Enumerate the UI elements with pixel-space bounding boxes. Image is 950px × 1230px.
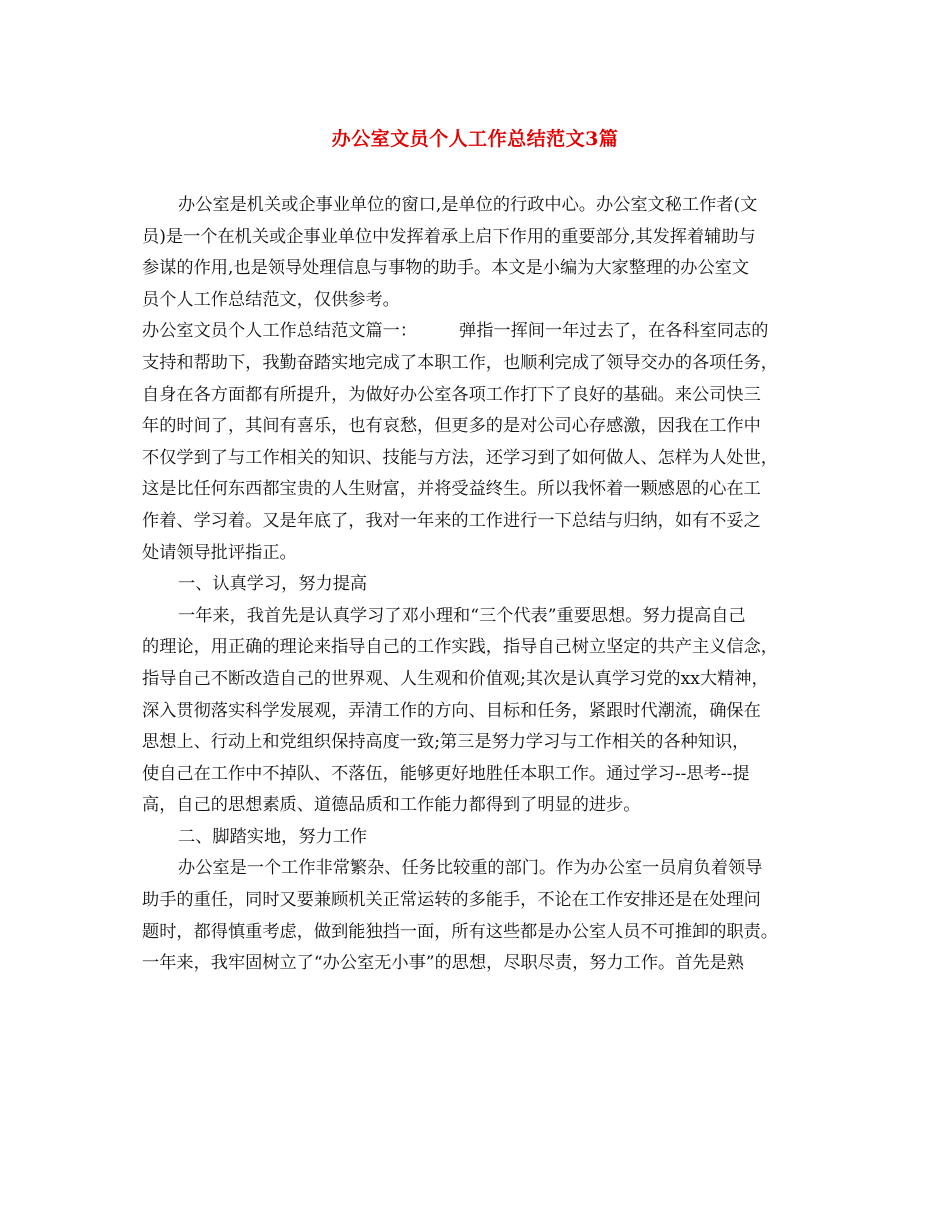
body-line: 高，自己的思想素质、道德品质和工作能力都得到了明显的进步。: [142, 795, 641, 816]
body-line: 助手的重任，同时又要兼顾机关正常运转的多能手，不论在工作安排还是在处理问: [142, 890, 761, 911]
body-line: 深入贯彻落实科学发展观，弄清工作的方向、目标和任务，紧跟时代潮流，确保在: [142, 700, 761, 721]
body-line: 指导自己不断改造自己的世界观、人生观和价值观;其次是认真学习党的xx大精神，: [142, 668, 769, 689]
body-line: 自身在各方面都有所提升，为做好办公室各项工作打下了良好的基础。来公司快三: [142, 384, 761, 405]
body-line: 不仅学到了与工作相关的知识、技能与方法，还学习到了如何做人、怎样为人处世，: [142, 447, 778, 468]
body-line: 办公室是一个工作非常繁杂、任务比较重的部门。作为办公室一员肩负着领导: [178, 858, 763, 879]
body-line: 作着、学习着。又是年底了，我对一年来的工作进行一下总结与归纳，如有不妥之: [142, 510, 761, 531]
body-line: 思想上、行动上和党组织保持高度一致;第三是努力学习与工作相关的各种知识，: [142, 732, 750, 753]
section-heading: 二、脚踏实地，努力工作: [178, 826, 368, 847]
body-line: 参谋的作用,也是领导处理信息与事物的助手。本文是小编为大家整理的办公室文: [142, 258, 750, 279]
body-line: 员个人工作总结范文，仅供参考。: [142, 289, 400, 310]
body-line: 年的时间了，其间有喜乐，也有哀愁，但更多的是对公司心存感激，因我在工作中: [142, 416, 761, 437]
body-line: 支持和帮助下，我勤奋踏实地完成了本职工作，也顺利完成了领导交办的各项任务，: [142, 352, 778, 373]
article-one-heading: 办公室文员个人工作总结范文篇一：: [142, 321, 418, 342]
body-line: 的理论，用正确的理论来指导自己的工作实践，指导自己树立坚定的共产主义信念，: [142, 637, 778, 658]
body-line: 一年来，我首先是认真学习了邓小理和“三个代表”重要思想。努力提高自己: [178, 605, 746, 626]
document-body: [142, 190, 817, 980]
body-line: 办公室是机关或企事业单位的窗口,是单位的行政中心。办公室文秘工作者(文: [178, 195, 758, 215]
body-line: 处请领导批评指正。: [142, 542, 297, 563]
body-line: 员)是一个在机关或企事业单位中发挥着承上启下作用的重要部分,其发挥着辅助与: [142, 226, 756, 247]
body-line: 使自己在工作中不掉队、不落伍，能够更好地胜任本职工作。通过学习--思考--提: [142, 763, 750, 784]
document-title: 办公室文员个人工作总结范文3篇: [331, 128, 619, 150]
body-line-article-heading: [142, 316, 817, 348]
section-heading: 一、认真学习，努力提高: [178, 574, 368, 595]
article-one-opening: 弹指一挥间一年过去了，在各科室同志的: [459, 321, 769, 342]
body-line: 这是比任何东西都宝贵的人生财富，并将受益终生。所以我怀着一颗感恩的心在工: [142, 479, 761, 500]
body-line: 题时，都得慎重考虑，做到能独挡一面，所有这些都是办公室人员不可推卸的职责。: [142, 921, 778, 942]
body-line: 一年来，我牢固树立了“办公室无小事”的思想，尽职尽责，努力工作。首先是熟: [142, 953, 744, 974]
